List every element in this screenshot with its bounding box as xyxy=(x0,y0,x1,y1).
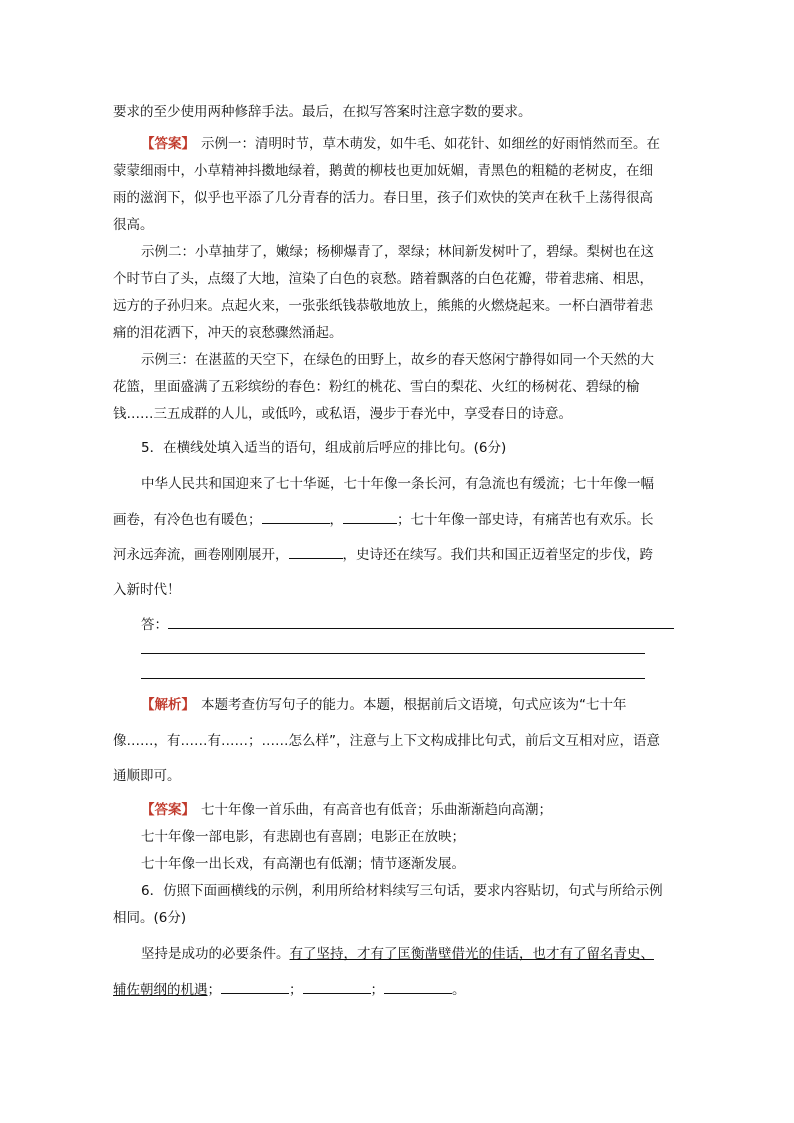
underlined-example-cont: 辅佐朝纲的机遇 xyxy=(113,982,208,998)
q4-example3-line-1: 示例三：在湛蓝的天空下，在绿色的田野上，故乡的春天悠闲宁静得如同一个天然的大 xyxy=(141,352,654,368)
q5-text-line-4: 入新时代！ xyxy=(113,582,181,598)
q5-text-line-2: 画卷，有冷色也有暖色； ， ；七十年像一部史诗，有痛苦也有欢乐。长 xyxy=(113,508,654,528)
fill-blank-4[interactable] xyxy=(221,979,289,994)
q4-answer-line-3: 雨的滋润下，似乎也平添了几分青春的活力。春日里，孩子们欢快的笑声在秋千上荡得很高 xyxy=(113,190,653,206)
fill-blank-3[interactable] xyxy=(289,544,343,559)
q5-title: 5．在横线处填入适当的语句，组成前后呼应的排比句。(6分) xyxy=(141,440,507,456)
q4-example2-line-1: 示例二：小草抽芽了，嫩绿；杨柳爆青了，翠绿；林间新发树叶了，碧绿。梨树也在这 xyxy=(141,244,654,260)
answer-line-2[interactable] xyxy=(141,653,645,654)
q5-answer-line-3: 七十年像一出长戏，有高潮也有低潮；情节逐渐发展。 xyxy=(141,856,465,872)
fill-blank-2[interactable] xyxy=(343,509,397,524)
q5-analysis-line-3: 通顺即可。 xyxy=(113,768,181,784)
answer-tag: 【答案】 xyxy=(141,802,195,818)
answer-tag: 【答案】 xyxy=(141,136,195,152)
q5-text-line-1: 中华人民共和国迎来了七十华诞，七十年像一条长河，有急流也有缓流；七十年像一幅 xyxy=(141,476,654,492)
q6-text-line-1: 坚持是成功的必要条件。有了坚持，才有了匡衡凿壁借光的佳话，也才有了留名青史、 xyxy=(141,946,654,962)
fill-blank-6[interactable] xyxy=(384,979,452,994)
q5-analysis-line-2: 像……，有……有……；……怎么样”，注意与上下文构成排比句式，前后文互相对应，语意 xyxy=(113,733,660,749)
analysis-tag: 【解析】 xyxy=(141,697,195,713)
q5-answer-line-1: 【答案】 七十年像一首乐曲，有高音也有低音；乐曲渐渐趋向高潮； xyxy=(141,802,552,818)
q4-example2-line-4: 痛的泪花洒下，冲天的哀愁骤然涌起。 xyxy=(113,325,343,341)
underlined-example: 有了坚持，才有了匡衡凿壁借光的佳话，也才有了留名青史、 xyxy=(289,946,654,962)
q4-answer-line-2: 蒙蒙细雨中，小草精神抖擞地绿着，鹅黄的柳枝也更加妩媚，青黑色的粗糙的老树皮，在细 xyxy=(113,163,653,179)
q6-title-line-1: 6．仿照下面画横线的示例，利用所给材料续写三句话，要求内容贴切，句式与所给示例 xyxy=(141,883,663,899)
q4-answer-line-4: 很高。 xyxy=(113,217,154,233)
answer-line-3[interactable] xyxy=(141,678,645,679)
q4-example2-line-3: 远方的子孙归来。点起火来，一张张纸钱恭敬地放上，熊熊的火燃烧起来。一杯白酒带着悲 xyxy=(113,298,653,314)
fill-blank-1[interactable] xyxy=(262,509,330,524)
q4-answer-line-1: 【答案】 示例一：清明时节，草木萌发，如牛毛、如花针、如细丝的好雨悄然而至。在 xyxy=(141,136,660,152)
q4-example3-line-2: 花篮，里面盛满了五彩缤纷的春色：粉红的桃花、雪白的梨花、火红的杨树花、碧绿的榆 xyxy=(113,379,640,395)
q5-answer-line-2: 七十年像一部电影，有悲剧也有喜剧；电影正在放映； xyxy=(141,829,465,845)
fill-blank-5[interactable] xyxy=(303,979,371,994)
intro-tail-line: 要求的至少使用两种修辞手法。最后，在拟写答案时注意字数的要求。 xyxy=(113,104,532,120)
answer-line-1[interactable] xyxy=(168,628,674,629)
answer-label: 答： xyxy=(141,617,168,633)
q6-text-line-2: 辅佐朝纲的机遇； ； ； 。 xyxy=(113,978,466,998)
q4-example2-line-2: 个时节白了头，点缀了大地，渲染了白色的哀愁。踏着飘落的白色花瓣，带着悲痛、相思， xyxy=(113,271,653,287)
q4-example3-line-3: 钱……三五成群的人儿，或低吟，或私语，漫步于春光中，享受春日的诗意。 xyxy=(113,406,572,422)
q5-text-line-3: 河永远奔流，画卷刚刚展开， ，史诗还在续写。我们共和国正迈着坚定的步伐，跨 xyxy=(113,543,653,563)
q5-analysis-line-1: 【解析】 本题考查仿写句子的能力。本题，根据前后文语境，句式应该为“七十年 xyxy=(141,697,627,713)
q6-title-line-2: 相同。(6分) xyxy=(113,910,187,926)
